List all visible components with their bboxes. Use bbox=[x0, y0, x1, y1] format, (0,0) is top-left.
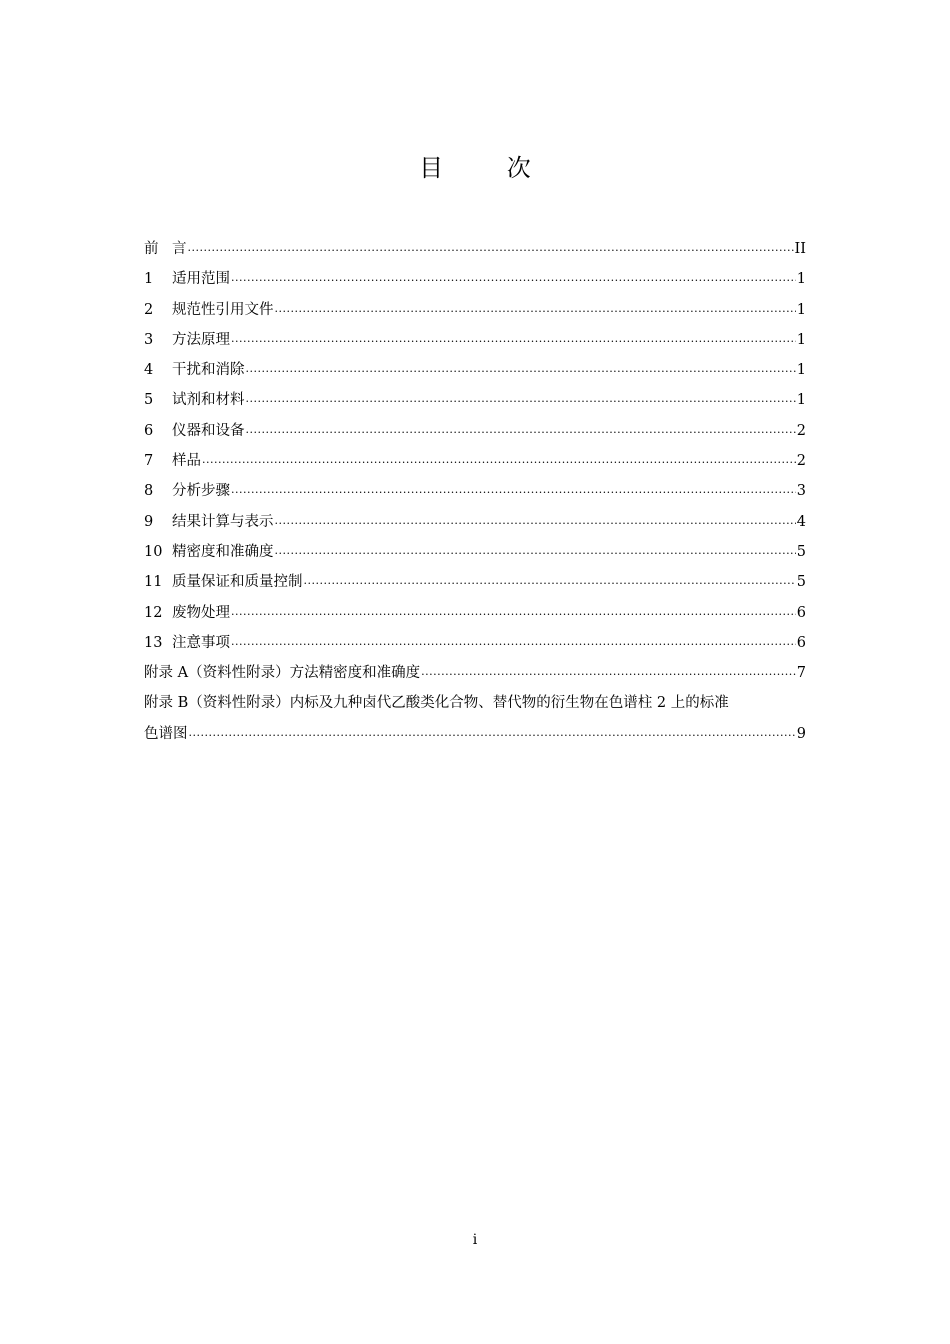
toc-entry[interactable] bbox=[144, 295, 806, 325]
page-title: 目 次 bbox=[419, 154, 559, 182]
toc-entry-page: II bbox=[794, 241, 806, 257]
toc-entry[interactable] bbox=[144, 446, 806, 476]
toc-leader-dots bbox=[231, 474, 796, 505]
toc-entry-label: 适用范围 bbox=[172, 271, 230, 288]
toc-entry-number: 11 bbox=[144, 574, 163, 591]
toc-entry-number: 2 bbox=[144, 301, 154, 318]
toc-leader-dots bbox=[275, 505, 796, 536]
toc-entry-label: 结果计算与表示 bbox=[172, 513, 274, 530]
toc-leader-dots bbox=[304, 565, 796, 596]
toc-entry-page: 1 bbox=[796, 392, 806, 409]
toc-leader-dots bbox=[202, 444, 796, 475]
toc-entry-page: 1 bbox=[796, 301, 806, 318]
toc-entry-number: 12 bbox=[144, 604, 163, 621]
toc-entry-page: 2 bbox=[796, 422, 806, 439]
toc-entry-label: 注意事项 bbox=[172, 634, 230, 651]
toc-entry-page: 4 bbox=[796, 513, 806, 530]
toc-entry-number: 前 bbox=[144, 241, 159, 257]
toc-entry-page: 7 bbox=[796, 665, 806, 682]
toc-entry-label: 附录 B（资料性附录）内标及九种卤代乙酸类化合物、替代物的衍生物在色谱柱 2 上的标准 bbox=[144, 695, 729, 712]
page-number: i bbox=[472, 1232, 478, 1248]
toc-entry[interactable] bbox=[144, 355, 806, 385]
toc-entry-annex-b-line1[interactable] bbox=[144, 688, 806, 718]
toc-entry-label: 方法原理 bbox=[172, 331, 230, 348]
toc-entry-number: 8 bbox=[144, 483, 154, 500]
toc-entry[interactable] bbox=[144, 476, 806, 506]
toc-entry[interactable] bbox=[144, 567, 806, 597]
toc-entry[interactable] bbox=[144, 264, 806, 294]
toc-leader-dots bbox=[275, 293, 796, 324]
toc-entry-number: 6 bbox=[144, 422, 154, 439]
toc-entry-number: 10 bbox=[144, 543, 163, 560]
toc-entry[interactable] bbox=[144, 507, 806, 537]
toc-entry[interactable] bbox=[144, 325, 806, 355]
toc-entry-label: 规范性引用文件 bbox=[172, 301, 274, 318]
toc-entry[interactable] bbox=[144, 598, 806, 628]
toc-entry-label: 附录 A（资料性附录）方法精密度和准确度 bbox=[144, 665, 421, 682]
toc-entry-number: 4 bbox=[144, 362, 154, 379]
toc-entry-number: 7 bbox=[144, 453, 154, 470]
toc-entry-label: 试剂和材料 bbox=[172, 392, 245, 409]
toc-entry-number: 13 bbox=[144, 634, 163, 651]
toc-entry-label: 干扰和消除 bbox=[172, 362, 245, 379]
toc-leader-dots bbox=[421, 656, 796, 687]
toc-entry-number: 9 bbox=[144, 513, 154, 530]
toc-leader-dots bbox=[231, 323, 796, 354]
toc-entry-number: 5 bbox=[144, 392, 154, 409]
toc-leader-dots bbox=[231, 596, 796, 627]
toc-entry-page: 6 bbox=[796, 634, 806, 651]
toc-entry-annex-b-line2[interactable] bbox=[144, 719, 806, 749]
toc-entry[interactable] bbox=[144, 628, 806, 658]
toc-entry-page: 5 bbox=[796, 574, 806, 591]
toc-entry-label: 言 bbox=[172, 241, 187, 257]
toc-entry-label: 色谱图 bbox=[144, 725, 188, 742]
toc-leader-dots bbox=[246, 414, 796, 445]
toc-leader-dots bbox=[275, 535, 796, 566]
toc-entry[interactable] bbox=[144, 385, 806, 415]
toc-leader-dots bbox=[188, 232, 794, 263]
toc-leader-dots bbox=[231, 626, 796, 657]
toc-entry-annex-a[interactable] bbox=[144, 658, 806, 688]
toc-leader-dots bbox=[246, 383, 796, 414]
toc-entry-foreword[interactable] bbox=[144, 234, 806, 264]
toc-entry-page: 1 bbox=[796, 271, 806, 288]
toc-entry-page: 1 bbox=[796, 362, 806, 379]
toc-entry-label: 质量保证和质量控制 bbox=[172, 574, 303, 591]
toc-leader-dots bbox=[231, 262, 796, 293]
toc-entry[interactable] bbox=[144, 537, 806, 567]
toc-entry-label: 分析步骤 bbox=[172, 483, 230, 500]
toc-entry[interactable] bbox=[144, 416, 806, 446]
toc-entry-page: 9 bbox=[796, 725, 806, 742]
toc-entry-number: 3 bbox=[144, 331, 154, 348]
toc-leader-dots bbox=[189, 717, 796, 748]
toc-entry-page: 2 bbox=[796, 453, 806, 470]
toc-entry-page: 6 bbox=[796, 604, 806, 621]
toc-entry-page: 5 bbox=[796, 543, 806, 560]
toc-entry-label: 精密度和准确度 bbox=[172, 543, 274, 560]
toc-leader-dots bbox=[246, 353, 796, 384]
toc-entry-label: 仪器和设备 bbox=[172, 422, 245, 439]
toc-entry-label: 样品 bbox=[172, 453, 201, 470]
toc-entry-page: 3 bbox=[796, 483, 806, 500]
toc-entry-label: 废物处理 bbox=[172, 604, 230, 621]
toc-entry-number: 1 bbox=[144, 271, 154, 288]
table-of-contents bbox=[144, 234, 806, 749]
toc-entry-page: 1 bbox=[796, 331, 806, 348]
